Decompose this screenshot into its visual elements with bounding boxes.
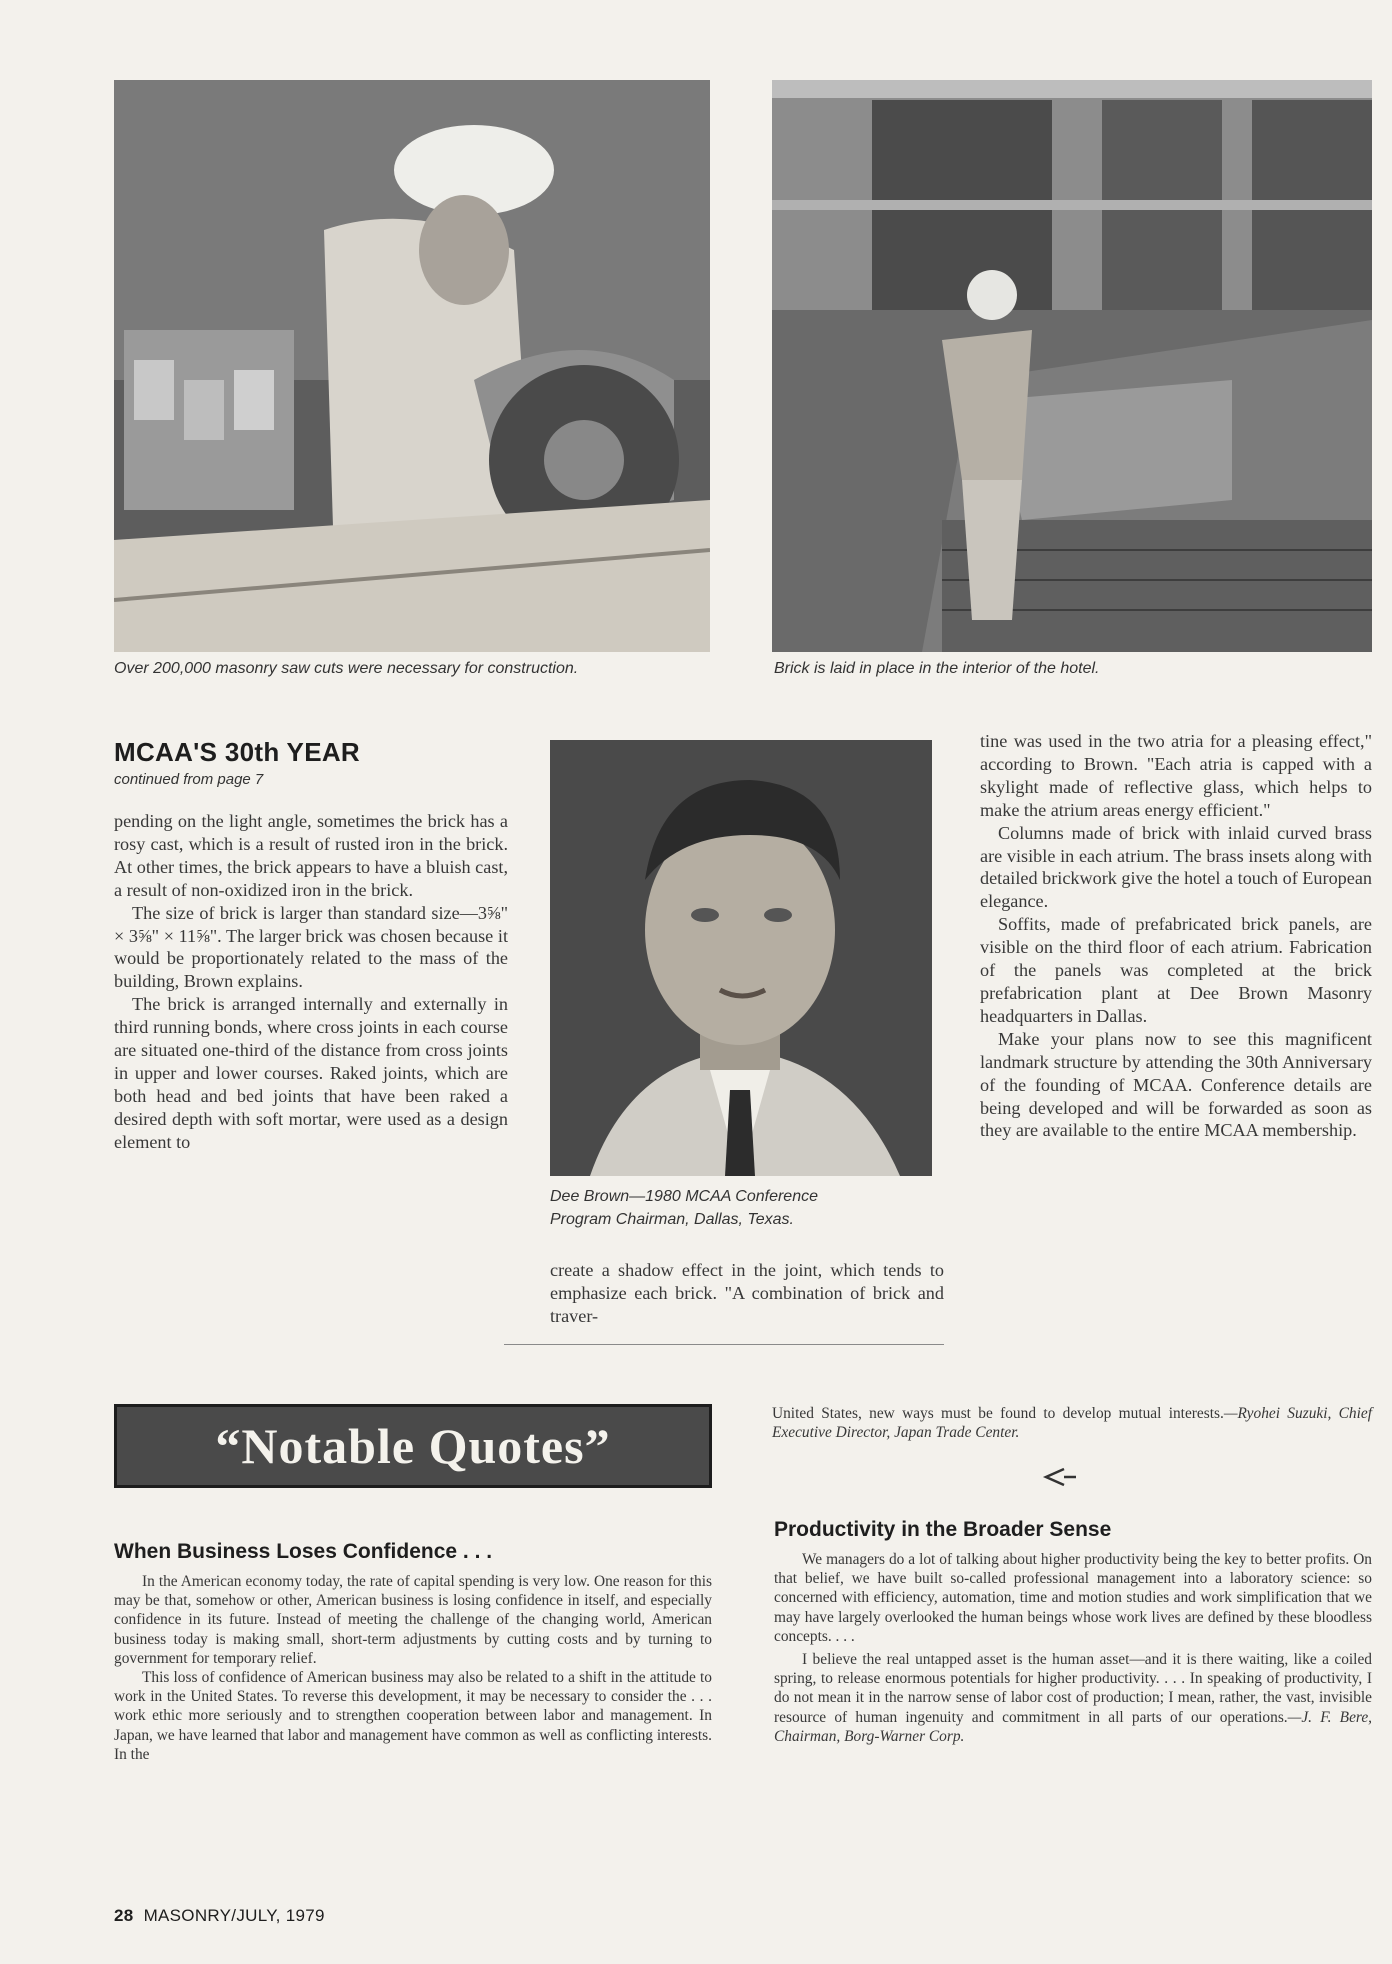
quote-1-attribution: —Ryohei Suzuki, Chief Executive Director, Japan Trade Center. [772,1405,1372,1442]
col1-paragraph: pending on the light angle, sometimes the brick has a rosy cast, which is a result of rusted iron in the brick. At other times, the brick appears to have a bluish cast, a result of non-oxidized iron in the brick. [114,811,508,900]
article-title: MCAA'S 30th YEAR [114,737,360,767]
saw-photo-graphic [114,80,710,652]
continued-note: continued from page 7 [114,771,264,788]
portrait-graphic [550,740,932,1176]
col1-paragraph: The brick is arranged internally and externally in third running bonds, where cross joints in each course are situated one-third of the distance from cross joints in upper and lower courses. Raked joints, which are both head and bed joints that have been raked a desired depth with soft mortar, were used as a design element to [114,994,508,1152]
photo-dee-brown-portrait [550,740,932,1176]
quote-2-text: I believe the real untapped asset is the human asset—and it is there waiting, like a coiled spring, to release enormous potentials for higher productivity. . . . In speaking of productivity, I do not mean it in the narrow sense of labor cost of production; I mean, rather, the vast, invisible resource of human ingenuity and commitment in all parts of our operations. [774,1651,1372,1726]
publication-issue: MASONRY/JULY, 1979 [143,1906,325,1925]
article-column-3 [980,730,1372,1142]
quote-1-continued-text: United States, new ways must be found to develop mutual interests. [772,1405,1224,1422]
quote-1-paragraph: In the American economy today, the rate of capital spending is very low. One reason for this may be that, somehow or other, American business is losing confidence in itself, and especially confidence in its future. Instead of meeting the challenge of the changing world, American business today is making small, short-term adjustments by cutting costs and by turning to government for temporary relief. [114,1573,712,1667]
photo-masonry-saw [114,80,710,652]
portrait-caption-line-1: Dee Brown—1980 MCAA Conference [550,1188,818,1205]
notable-quotes-title: “Notable Quotes” [215,1418,611,1474]
quote-2-attribution: —J. F. Bere, Chairman, Borg-Warner Corp. [774,1708,1372,1745]
col1-paragraph: The size of brick is larger than standard size—3⅝" × 3⅝" × 11⅝". The larger brick was chosen because it would be proportionately related to the mass of the building, Brown explains. [114,902,508,992]
col2-paragraph: create a shadow effect in the joint, which tends to emphasize each brick. "A combination of brick and traver- [550,1260,944,1326]
arrow-glyph [1042,1466,1078,1488]
col3-paragraph: Make your plans now to see this magnificent landmark structure by attending the 30th Anniversary of the founding of MCAA. Conference details are being developed and will be forwarded as soon as they are available to the entire MCAA membership. [980,1028,1372,1141]
col3-paragraph: tine was used in the two atria for a pleasing effect," according to Brown. "Each atria is capped with a skylight made of reflective glass, which helps to make the atrium areas energy efficient." [980,731,1372,820]
quote-2-paragraph: We managers do a lot of talking about higher productivity being the key to better profits. On that belief, we have built so-called professional management into a laboratory science: so concerned with efficiency, automation, time and motion studies and work simplification that we may have largely overlooked the human beings whose work lives are defined by these bloodless concepts. . . . [774,1551,1372,1645]
brick-photo-caption: Brick is laid in place in the interior of the hotel. [774,660,1100,677]
quote-1-continued [772,1404,1372,1442]
article-column-1 [114,810,508,1154]
quote-1-paragraph: This loss of confidence of American business may also be related to a shift in the attitude to work in the United States. To reverse this development, it may be necessary to consider the . . . work ethic more seriously and to strengthen cooperation between labor and management. In Japan, we have learned that labor and management have common as well as conflicting interests. In the [114,1669,712,1763]
quote-2-title: Productivity in the Broader Sense [774,1518,1112,1541]
photo-brick-laying [772,80,1372,652]
quote-1-body [114,1572,712,1764]
quote-2-paragraph [774,1650,1372,1746]
col3-paragraph: Soffits, made of prefabricated brick panels, are visible on the third floor of each atrium. Fabrication of the panels was completed at the brick prefabrication plant at Dee Brown Masonry headquarters in Dallas. [980,914,1372,1026]
saw-photo-caption: Over 200,000 masonry saw cuts were necessary for construction. [114,660,579,677]
page-number: 28 [114,1906,134,1925]
quote-1-title: When Business Loses Confidence . . . [114,1540,493,1563]
col3-paragraph: Columns made of brick with inlaid curved brass are visible in each atrium. The brass insets along with detailed brickwork give the hotel a touch of European elegance. [980,822,1372,912]
article-column-2 [550,1259,944,1328]
portrait-caption-line-2: Program Chairman, Dallas, Texas. [550,1211,794,1228]
quote-2-body [774,1550,1372,1746]
brick-photo-graphic [772,80,1372,652]
notable-quotes-banner [114,1404,712,1488]
page-footer [114,1906,325,1926]
arrow-icon [1042,1466,1078,1488]
section-divider [504,1344,944,1345]
